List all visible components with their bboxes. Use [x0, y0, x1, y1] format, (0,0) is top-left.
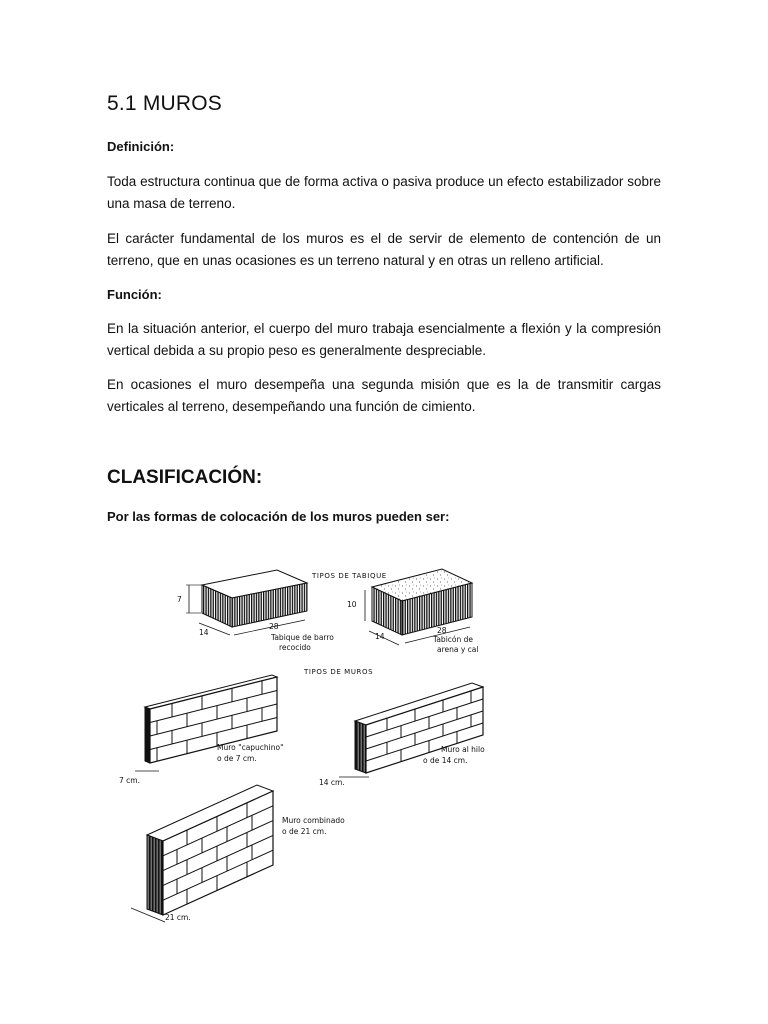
wall-types-drawing: [107, 535, 497, 930]
stretcher-wall-caption-1: Muro al hilo: [441, 745, 485, 754]
capuchino-wall-caption-1: Muro "capuchino": [217, 743, 284, 752]
clay-brick-width: 14: [199, 628, 209, 637]
definition-paragraph-2: El carácter fundamental de los muros es el de servir de elemento de contención de un terreno, que en unas ocasiones es un terreno natural y en otras un relleno artificial.: [107, 231, 661, 268]
function-paragraph-1: En la situación anterior, el cuerpo del muro trabaja esencialmente a flexión y la compresión vertical debida a su propio peso es generalmente despreciable.: [107, 321, 661, 358]
definition-paragraph-1: Toda estructura continua que de forma activa o pasiva produce un efecto estabilizador sobre una masa de terreno.: [107, 174, 661, 211]
combined-wall-caption-2: o de 21 cm.: [282, 827, 327, 836]
wall-types-title: TIPOS DE MUROS: [304, 668, 374, 676]
function-label: Función:: [107, 287, 162, 302]
stretcher-wall-thickness: 14 cm.: [319, 778, 345, 787]
stretcher-wall-caption-2: o de 14 cm.: [423, 756, 468, 765]
capuchino-wall-caption-2: o de 7 cm.: [217, 754, 257, 763]
combined-wall-drawing: [131, 785, 273, 922]
classification-subheading: Por las formas de colocación de los muros pueden ser:: [107, 509, 450, 524]
sand-lime-caption-2: arena y cal: [437, 645, 479, 654]
combined-wall-caption-1: Muro combinado: [282, 816, 345, 825]
function-paragraph-2: En ocasiones el muro desempeña una segunda misión que es la de transmitir cargas verticales al terreno, desempeñando una función de cimiento.: [107, 377, 661, 414]
definition-label: Definición:: [107, 139, 175, 154]
clay-brick-length: 28: [269, 622, 279, 631]
clay-brick-height: 7: [177, 595, 182, 604]
sand-lime-caption-1: Tabicón de: [433, 635, 474, 644]
clay-brick-drawing: [186, 570, 307, 635]
sand-lime-length: 28: [437, 626, 447, 635]
classification-heading: CLASIFICACIÓN:: [107, 467, 263, 488]
combined-wall-thickness: 21 cm.: [165, 913, 191, 922]
capuchino-wall-thickness: 7 cm.: [119, 776, 140, 785]
page-title: 5.1 MUROS: [107, 92, 222, 115]
clay-brick-caption-1: Tabique de barro: [271, 633, 334, 642]
clay-brick-caption-2: recocido: [279, 643, 311, 652]
sand-lime-height: 10: [347, 600, 357, 609]
wall-types-illustration: [107, 535, 497, 930]
tabique-types-title: TIPOS DE TABIQUE: [312, 572, 387, 580]
sand-lime-width: 14: [375, 632, 385, 641]
